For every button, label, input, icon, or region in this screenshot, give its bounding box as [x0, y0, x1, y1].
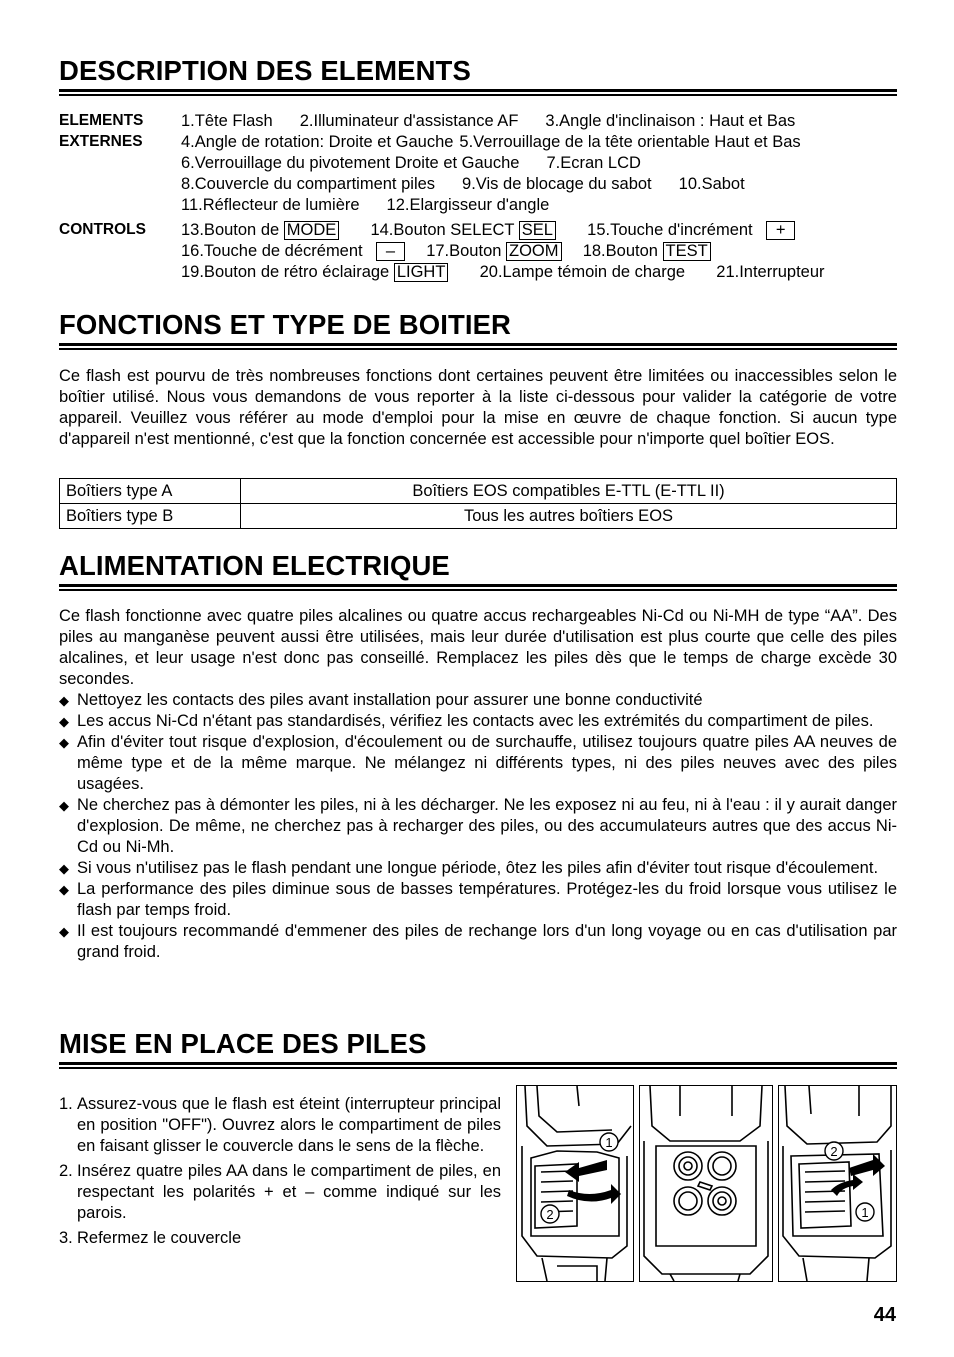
externes-label: ELEMENTS EXTERNES [59, 112, 144, 150]
step-mark: 1 [605, 1135, 613, 1150]
table-row [60, 504, 897, 529]
piles-steps [59, 1094, 501, 1253]
table-cell: Tous les autres boîtiers EOS [241, 504, 897, 529]
step-mark: 2 [546, 1207, 554, 1222]
section-title-alimentation: ALIMENTATION ELECTRIQUE [59, 550, 450, 581]
controls-row: 19.Bouton de rétro éclairage LIGHT 20.Lampe témoin de charge 21.Interrupteur [181, 263, 825, 281]
figure-open-cover [516, 1085, 634, 1282]
controls-row: 16.Touche de décrément – 17.Bouton ZOOM 18.Bouton TEST [181, 241, 825, 262]
diamond-bullet-icon: ◆ [59, 714, 69, 729]
sel-key-box: SEL [519, 221, 556, 240]
plus-key-box: + [766, 221, 796, 240]
diamond-bullet-icon: ◆ [59, 882, 69, 897]
list-item: ◆ Afin d'éviter tout risque d'explosion, d'écoulement ou de surchauffe, utilisez toujours quatre piles AA neuves de même type et de la même marque. Ne mélangez ni différents types, ni des piles neuves avec des piles usagées. [59, 733, 897, 793]
diamond-bullet-icon: ◆ [59, 693, 69, 708]
zoom-key-box: ZOOM [506, 242, 562, 261]
externes-row: 4.Angle de rotation: Droite et Gauche 5.Verrouillage de la tête orientable Haut et Bas [181, 133, 801, 151]
list-item: 1. Assurez-vous que le flash est éteint (interrupteur principal en position "OFF"). Ouvrez alors le compartiment de piles en faisant glisser le couvercle dans le sens de la flèche. [59, 1095, 501, 1155]
list-item: ◆ La performance des piles diminue sous de basses températures. Protégez-les du froid lorsque vous utilisez le flash par temps froid. [59, 880, 897, 919]
list-item: 3. Refermez le couvercle [59, 1229, 242, 1247]
table-cell: Boîtiers type A [60, 479, 241, 504]
diamond-bullet-icon: ◆ [59, 924, 69, 939]
list-item: ◆ Si vous n'utilisez pas le flash pendant une longue période, ôtez les piles afin d'éviter tout risque d'écoulement. [59, 859, 879, 877]
externes-row: 1.Tête Flash 2.Illuminateur d'assistance AF 3.Angle d'inclinaison : Haut et Bas [181, 112, 796, 130]
list-item: ◆ Nettoyez les contacts des piles avant installation pour assurer une bonne conductivité [59, 691, 703, 709]
boitier-types-table [59, 478, 897, 529]
battery-compartment-illustration [640, 1086, 772, 1281]
title-rule [59, 89, 897, 96]
step-mark: 1 [861, 1205, 869, 1220]
title-rule [59, 1062, 897, 1069]
diamond-bullet-icon: ◆ [59, 798, 69, 813]
title-rule [59, 584, 897, 591]
controls-list [181, 220, 825, 283]
page-number: 44 [873, 1304, 896, 1326]
alimentation-bullets [59, 690, 897, 963]
alimentation-paragraph: Ce flash fonctionne avec quatre piles alcalines ou quatre accus rechargeables Ni-Cd ou Ni-MH de type “AA”. Des piles au manganèse peuvent aussi être utilisées, mais leur durée d'utilisation est plus courte que celle des piles alcalines, et leur usage n'est donc pas conseillé. Remplacez les piles dès que le temps de charge excède 30 secondes. [59, 607, 897, 688]
table-row [60, 479, 897, 504]
externes-row: 8.Couvercle du compartiment piles 9.Vis de blocage du sabot 10.Sabot [181, 175, 745, 193]
diamond-bullet-icon: ◆ [59, 735, 69, 750]
section-title-fonctions: FONCTIONS ET TYPE DE BOITIER [59, 309, 511, 340]
externes-row: 6.Verrouillage du pivotement Droite et Gauche 7.Ecran LCD [181, 154, 641, 172]
mode-key-box: MODE [284, 221, 340, 240]
list-item: ◆ Ne cherchez pas à démonter les piles, ni à les décharger. Ne les exposez ni au feu, ni à l'eau : il y aurait danger d'explosion. De même, ne cherchez pas à recharger des piles, ou des accumulateurs autres que des accus Ni-Cd ou Ni-Mh. [59, 796, 897, 856]
table-cell: Boîtiers EOS compatibles E-TTL (E-TTL II) [241, 479, 897, 504]
section-title-piles: MISE EN PLACE DES PILES [59, 1028, 427, 1059]
test-key-box: TEST [663, 242, 711, 261]
list-item: ◆ Il est toujours recommandé d'emmener des piles de rechange lors d'un long voyage ou en cas d'utilisation par grand froid. [59, 922, 897, 961]
figure-battery-compartment [639, 1085, 773, 1282]
fonctions-paragraph: Ce flash est pourvu de très nombreuses fonctions dont certaines peuvent être limitées ou inaccessibles selon le boîtier utilisé. Nous vous demandons de vous reporter à la liste ci-dessous pour valider la catégorie de votre appareil. Veuillez vous référer au mode d'emploi pour la mise en œuvre de chaque fonction. Si aucun type d'appareil n'est mentionné, c'est que la fonction concernée est accessible pour n'importe quel boîtier EOS. [59, 367, 897, 448]
list-item: 2. Insérez quatre piles AA dans le compartiment de piles, en respectant les polarités + et – comme indiqué sur les parois. [59, 1162, 501, 1222]
controls-label: CONTROLS [59, 221, 146, 238]
externes-row: 11.Réflecteur de lumière 12.Elargisseur d'angle [181, 196, 550, 214]
step-mark: 2 [830, 1144, 838, 1159]
diamond-bullet-icon: ◆ [59, 861, 69, 876]
minus-key-box: – [376, 242, 405, 261]
table-cell: Boîtiers type B [60, 504, 241, 529]
section-title-description: DESCRIPTION DES ELEMENTS [59, 55, 471, 86]
figure-close-cover [778, 1085, 897, 1282]
externes-list [181, 111, 801, 216]
flash-open-cover-illustration [517, 1086, 633, 1281]
flash-close-cover-illustration [779, 1086, 896, 1281]
controls-row: 13.Bouton de MODE 14.Bouton SELECT SEL 15.Touche d'incrément + [181, 220, 825, 241]
title-rule [59, 343, 897, 350]
light-key-box: LIGHT [394, 263, 449, 282]
list-item: ◆ Les accus Ni-Cd n'étant pas standardisés, vérifiez les contacts avec les extrémités du compartiment de piles. [59, 712, 874, 730]
